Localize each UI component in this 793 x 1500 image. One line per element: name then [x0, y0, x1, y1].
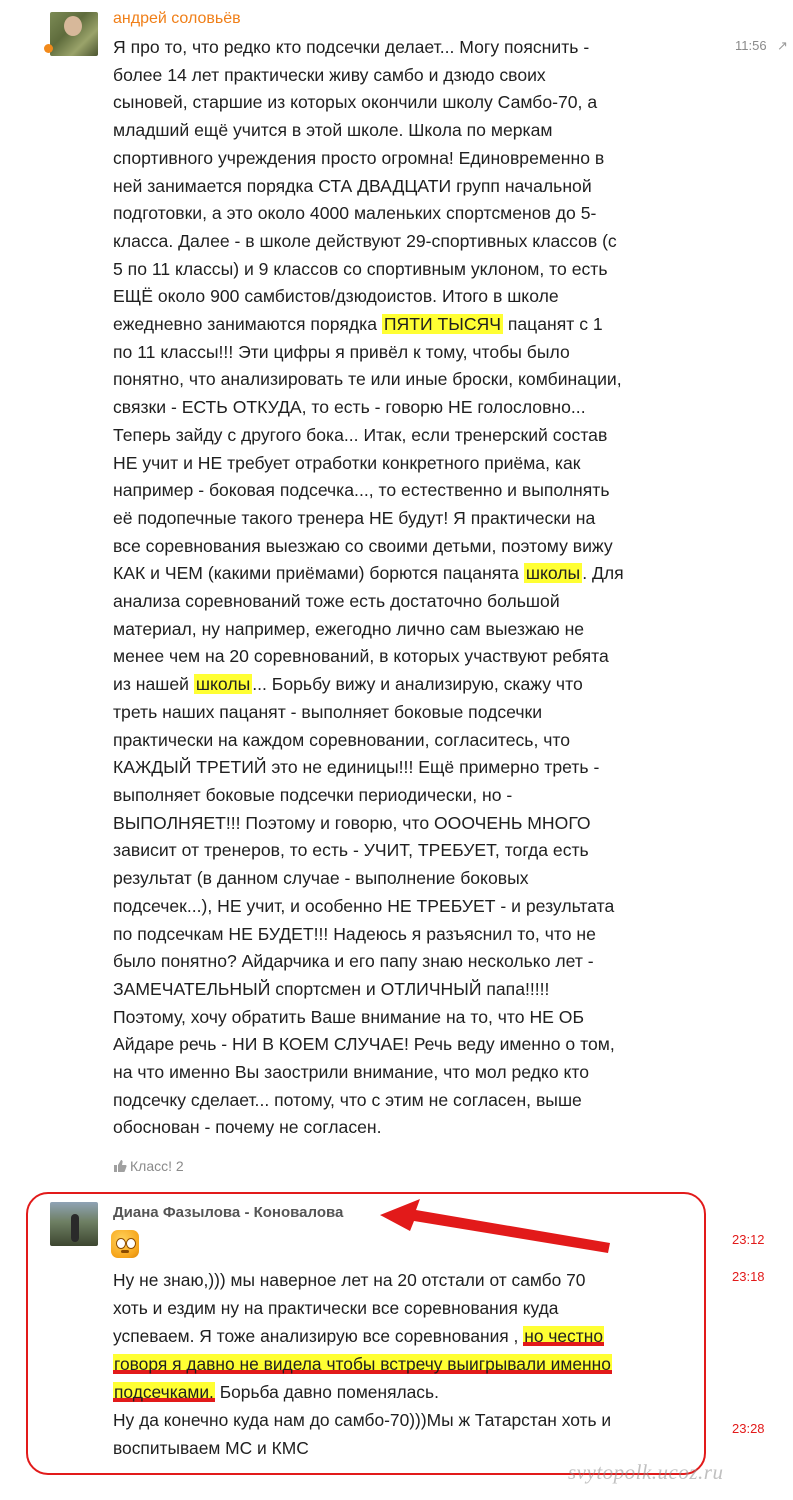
comment-line: было понятно? Айдарчика и его папу знаю несколько лет -	[113, 951, 594, 972]
highlight-mark: но честно	[524, 1326, 603, 1346]
comment-line: Теперь зайду с другого бока... Итак, если тренерский состав	[113, 424, 608, 445]
comment-line: Я про то, что редко кто подсечки делает... Могу пояснить -	[113, 37, 590, 57]
comment-line: Ну не знаю,))) мы наверное лет на 20 отстали от самбо 70	[113, 1270, 586, 1290]
comment-line: на что именно Вы заострили внимание, что мол редко кто	[113, 1062, 590, 1083]
comment-line: результат (в данном случае - выполнение боковых	[113, 868, 529, 889]
comment-line: подсечку сделает... потому, что с этим не согласен, выше	[113, 1089, 582, 1110]
comment-line: например - боковая подсечка..., то естественно и выполнять	[113, 480, 610, 501]
avatar[interactable]	[50, 1202, 98, 1246]
arrow-icon	[380, 1195, 620, 1257]
comment-line: анализа соревнований тоже есть достаточно большой	[113, 591, 560, 612]
like-button[interactable]: Класс! 2	[113, 1158, 184, 1174]
comment-line: спортивного учреждения просто огромна! Единовременно в	[113, 147, 605, 168]
comment-line: Ну да конечно куда нам до самбо-70)))Мы ж Татарстан хоть и	[113, 1410, 612, 1430]
comment-line	[113, 1350, 713, 1378]
comment-line: обоснован - почему не согласен.	[113, 1117, 382, 1138]
highlight-mark: подсечками.	[114, 1382, 214, 1402]
comment-time: 23:12	[732, 1232, 765, 1247]
comment-line: ЗАМЕЧАТЕЛЬНЫЙ спортсмен и ОТЛИЧНЫЙ папа!!!!!	[113, 978, 550, 999]
comment-line: треть наших пацанят - выполняет боковые подсечки	[113, 701, 543, 722]
comment-line: воспитываем МС и КМС	[113, 1438, 309, 1458]
comment-line: зависит от тренеров, то есть - УЧИТ, ТРЕБУЕТ, тогда есть	[113, 840, 589, 861]
comment-line: 5 по 11 классы) и 9 классов со спортивным уклоном, то есть	[113, 258, 608, 279]
comment-line: НЕ учит и НЕ требует отработки конкретного приёма, как	[113, 452, 581, 473]
comment-line: её подопечные такого тренера НЕ будут! Я практически на	[113, 507, 596, 528]
comment-line: ЕЩЁ около 900 самбистов/дзюдоистов. Итого в школе	[113, 286, 559, 307]
highlight-mark: школы	[195, 674, 251, 695]
watermark: svytopolk.ucoz.ru	[568, 1460, 724, 1484]
comment-lines-d	[113, 699, 713, 1142]
comment-text	[113, 34, 713, 1142]
comment-line: подсечками. Борьба давно поменялась.	[114, 1382, 439, 1402]
highlight-mark: ПЯТИ ТЫСЯЧ	[383, 314, 501, 335]
comment-line: ВЫПОЛНЯЕТ!!! Поэтому и говорю, что ОООЧЕНЬ МНОГО	[113, 812, 591, 833]
comment-line: младший ещё учится в этой школе. Школа по меркам	[113, 120, 553, 141]
comment-time: 11:56	[735, 38, 767, 53]
pin-icon[interactable]: ↗	[777, 38, 788, 53]
comment-line: материал, ну например, ежегодно лично сам выезжаю не	[113, 618, 585, 639]
comment-author[interactable]: Диана Фазылова - Коновалова	[113, 1204, 344, 1221]
comment-line: связки - ЕСТЬ ОТКУДА, то есть - говорю НЕ голословно...	[113, 397, 586, 418]
comment-time: 23:18	[732, 1269, 765, 1284]
comment-lines-a	[113, 34, 713, 311]
comment-line: по 11 классы!!! Эти цифры я привёл к тому, чтобы было	[113, 341, 570, 362]
comment-line: практически на каждом соревновании, согласитесь, что	[113, 729, 571, 750]
comment-text	[113, 1266, 713, 1462]
highlight-mark: школы	[525, 563, 581, 584]
comment-line: успеваем. Я тоже анализирую все соревнования , но честно	[113, 1326, 603, 1346]
comment-line: Айдаре речь - НИ В КОЕМ СЛУЧАЕ! Речь веду именно о том,	[113, 1034, 615, 1055]
comment-line: сыновей, старшие из которых окончили школу Самбо-70, а	[113, 92, 598, 113]
comment-author[interactable]: андрей соловьёв	[113, 10, 241, 27]
comment-line: класса. Далее - в школе действуют 29-спортивных классов (с	[113, 230, 617, 251]
comment-line: выполняет боковые подсечки периодически, но -	[113, 784, 513, 805]
comment-line: более 14 лет практически живу самбо и дзюдо своих	[113, 64, 546, 85]
comment-line: ней занимается порядка СТА ДВАДЦАТИ групп начальной	[113, 175, 592, 196]
comment-line: из нашей школы ... Борьбу вижу и анализирую, скажу что	[113, 674, 583, 695]
comment-line: ежедневно занимаются порядка ПЯТИ ТЫСЯЧ пацанят с 1	[113, 314, 603, 335]
comment-line: менее чем на 20 соревнований, в которых участвуют ребята	[113, 646, 609, 667]
comment-line: Поэтому, хочу обратить Ваше внимание на то, что НЕ ОБ	[113, 1006, 585, 1027]
comment-line: КАЖДЫЙ ТРЕТИЙ это не единицы!!! Ещё примерно треть -	[113, 757, 600, 778]
avatar[interactable]	[50, 12, 98, 56]
comment-line: КАК и ЧЕМ (какими приёмами) борются пацанята школы . Для	[113, 563, 624, 584]
online-status-icon	[44, 44, 53, 53]
comment-line: подсечек...), НЕ учит, и особенно НЕ ТРЕБУЕТ - и результата	[113, 895, 615, 916]
comment-lines-b	[113, 339, 713, 561]
comment-time: 23:28	[732, 1421, 765, 1436]
comment-line: все соревнования выезжаю со своими детьми, поэтому вижу	[113, 535, 613, 556]
comment-line: хоть и ездим ну на практически все соревнования куда	[113, 1298, 559, 1318]
like-hand-icon	[113, 1159, 127, 1173]
comment-line: подготовки, а это около 4000 маленьких спортсменов до 5-	[113, 203, 597, 224]
comment-line: по подсечкам НЕ БУДЕТ!!! Надеюсь я разъяснил то, что не	[113, 923, 596, 944]
emoji-icon	[111, 1230, 139, 1258]
comment-line: понятно, что анализировать те или иные броски, комбинации,	[113, 369, 622, 390]
comment-lines-c	[113, 588, 713, 671]
highlight-mark: говоря я давно не видела чтобы встречу выигрывали именно	[114, 1354, 611, 1374]
